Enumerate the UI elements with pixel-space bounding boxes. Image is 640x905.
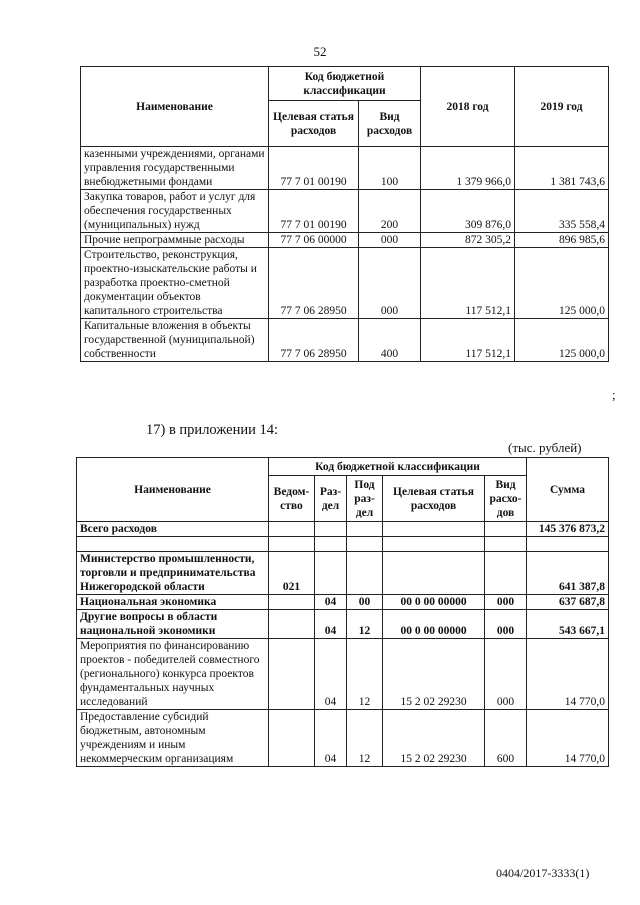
row-target: 77 7 06 00000 bbox=[269, 233, 359, 248]
row-type: 000 bbox=[485, 610, 527, 639]
row-target bbox=[383, 522, 485, 537]
row-name: Мероприятия по финансированию проектов - победителей совместного (регионального) конкурса проектов фундаментальных научных исследований bbox=[77, 639, 269, 710]
table-row bbox=[77, 710, 609, 767]
row-target bbox=[383, 537, 485, 552]
table-row bbox=[77, 639, 609, 710]
row-name: Строительство, реконструкция, проектно-изыскательские работы и разработка проектно-сметной документации объектов капитального строительства bbox=[81, 248, 269, 319]
row-target: 15 2 02 29230 bbox=[383, 710, 485, 767]
row-sum bbox=[527, 537, 609, 552]
row-2019: 125 000,0 bbox=[515, 319, 609, 362]
header-2018: 2018 год bbox=[421, 67, 515, 147]
row-subsection: 12 bbox=[347, 639, 383, 710]
row-name: Министерство промышленности, торговли и предпринимательства Нижегородской области bbox=[77, 552, 269, 595]
row-2018: 1 379 966,0 bbox=[421, 147, 515, 190]
row-sum: 543 667,1 bbox=[527, 610, 609, 639]
table-row bbox=[77, 610, 609, 639]
row-2019: 1 381 743,6 bbox=[515, 147, 609, 190]
row-name: Предоставление субсидий бюджетным, автономным учреждениям и иным некоммерческим организациям bbox=[77, 710, 269, 767]
header-name: Наименование bbox=[77, 458, 269, 522]
row-dept bbox=[269, 639, 315, 710]
header-section: Раз-дел bbox=[315, 476, 347, 522]
row-target: 77 7 06 28950 bbox=[269, 319, 359, 362]
row-name: Капитальные вложения в объекты государственной (муниципальной) собственности bbox=[81, 319, 269, 362]
row-subsection: 12 bbox=[347, 610, 383, 639]
table-row bbox=[81, 147, 609, 190]
row-dept: 021 bbox=[269, 552, 315, 595]
section-heading: 17) в приложении 14: bbox=[146, 422, 279, 438]
row-section: 04 bbox=[315, 595, 347, 610]
row-type bbox=[485, 552, 527, 595]
table2-body bbox=[77, 522, 609, 767]
row-type bbox=[485, 522, 527, 537]
row-target: 77 7 01 00190 bbox=[269, 147, 359, 190]
row-dept bbox=[269, 537, 315, 552]
row-name: Прочие непрограммные расходы bbox=[81, 233, 269, 248]
page-number: 52 bbox=[313, 44, 327, 59]
row-type: 000 bbox=[359, 248, 421, 319]
row-type bbox=[485, 537, 527, 552]
row-type: 000 bbox=[359, 233, 421, 248]
row-section bbox=[315, 537, 347, 552]
document-code: 0404/2017-3333(1) bbox=[496, 866, 590, 880]
row-sum: 145 376 873,2 bbox=[527, 522, 609, 537]
row-section bbox=[315, 552, 347, 595]
table-row bbox=[77, 552, 609, 595]
row-dept bbox=[269, 610, 315, 639]
header-dept: Ведом-ство bbox=[269, 476, 315, 522]
row-2018: 309 876,0 bbox=[421, 190, 515, 233]
table-row bbox=[81, 233, 609, 248]
table-row bbox=[81, 248, 609, 319]
row-dept bbox=[269, 522, 315, 537]
row-name: Национальная экономика bbox=[77, 595, 269, 610]
row-name: Закупка товаров, работ и услуг для обеспечения государственных (муниципальных) нужд bbox=[81, 190, 269, 233]
header-2019: 2019 год bbox=[515, 67, 609, 147]
budget-table-departments bbox=[76, 457, 609, 767]
header-subsection: Под раз-дел bbox=[347, 476, 383, 522]
row-subsection bbox=[347, 552, 383, 595]
row-section: 04 bbox=[315, 639, 347, 710]
row-subsection: 12 bbox=[347, 710, 383, 767]
row-type: 200 bbox=[359, 190, 421, 233]
row-target bbox=[383, 552, 485, 595]
table-row bbox=[77, 522, 609, 537]
row-section: 04 bbox=[315, 610, 347, 639]
row-2019: 125 000,0 bbox=[515, 248, 609, 319]
header-target: Целевая статья расходов bbox=[269, 101, 359, 147]
units-label: (тыс. рублей) bbox=[508, 440, 582, 455]
table1-trailing-semicolon: ; bbox=[612, 387, 616, 402]
row-dept bbox=[269, 710, 315, 767]
row-sum: 14 770,0 bbox=[527, 710, 609, 767]
header-code-group: Код бюджетной классификации bbox=[269, 67, 421, 101]
row-target: 00 0 00 00000 bbox=[383, 610, 485, 639]
row-subsection: 00 bbox=[347, 595, 383, 610]
budget-table-years bbox=[80, 66, 609, 362]
table-row bbox=[77, 595, 609, 610]
header-type: Вид расхо-дов bbox=[485, 476, 527, 522]
row-2019: 896 985,6 bbox=[515, 233, 609, 248]
header-type: Вид расходов bbox=[359, 101, 421, 147]
row-2018: 872 305,2 bbox=[421, 233, 515, 248]
row-2019: 335 558,4 bbox=[515, 190, 609, 233]
row-name: Другие вопросы в области национальной экономики bbox=[77, 610, 269, 639]
row-dept bbox=[269, 595, 315, 610]
row-type: 600 bbox=[485, 710, 527, 767]
row-target: 15 2 02 29230 bbox=[383, 639, 485, 710]
row-section: 04 bbox=[315, 710, 347, 767]
row-type: 100 bbox=[359, 147, 421, 190]
row-name bbox=[77, 537, 269, 552]
row-sum: 14 770,0 bbox=[527, 639, 609, 710]
table-row bbox=[81, 319, 609, 362]
table1-body bbox=[81, 147, 609, 362]
table-row bbox=[77, 537, 609, 552]
row-sum: 641 387,8 bbox=[527, 552, 609, 595]
row-name: Всего расходов bbox=[77, 522, 269, 537]
row-target: 00 0 00 00000 bbox=[383, 595, 485, 610]
row-sum: 637 687,8 bbox=[527, 595, 609, 610]
header-code-group: Код бюджетной классификации bbox=[269, 458, 527, 476]
row-2018: 117 512,1 bbox=[421, 319, 515, 362]
row-subsection bbox=[347, 537, 383, 552]
table-row bbox=[81, 190, 609, 233]
row-target: 77 7 01 00190 bbox=[269, 190, 359, 233]
row-name: казенными учреждениями, органами управления государственными внебюджетными фондами bbox=[81, 147, 269, 190]
header-sum: Сумма bbox=[527, 458, 609, 522]
row-type: 000 bbox=[485, 595, 527, 610]
row-2018: 117 512,1 bbox=[421, 248, 515, 319]
row-type: 400 bbox=[359, 319, 421, 362]
header-name: Наименование bbox=[81, 67, 269, 147]
header-target: Целевая статья расходов bbox=[383, 476, 485, 522]
row-section bbox=[315, 522, 347, 537]
row-target: 77 7 06 28950 bbox=[269, 248, 359, 319]
row-type: 000 bbox=[485, 639, 527, 710]
row-subsection bbox=[347, 522, 383, 537]
